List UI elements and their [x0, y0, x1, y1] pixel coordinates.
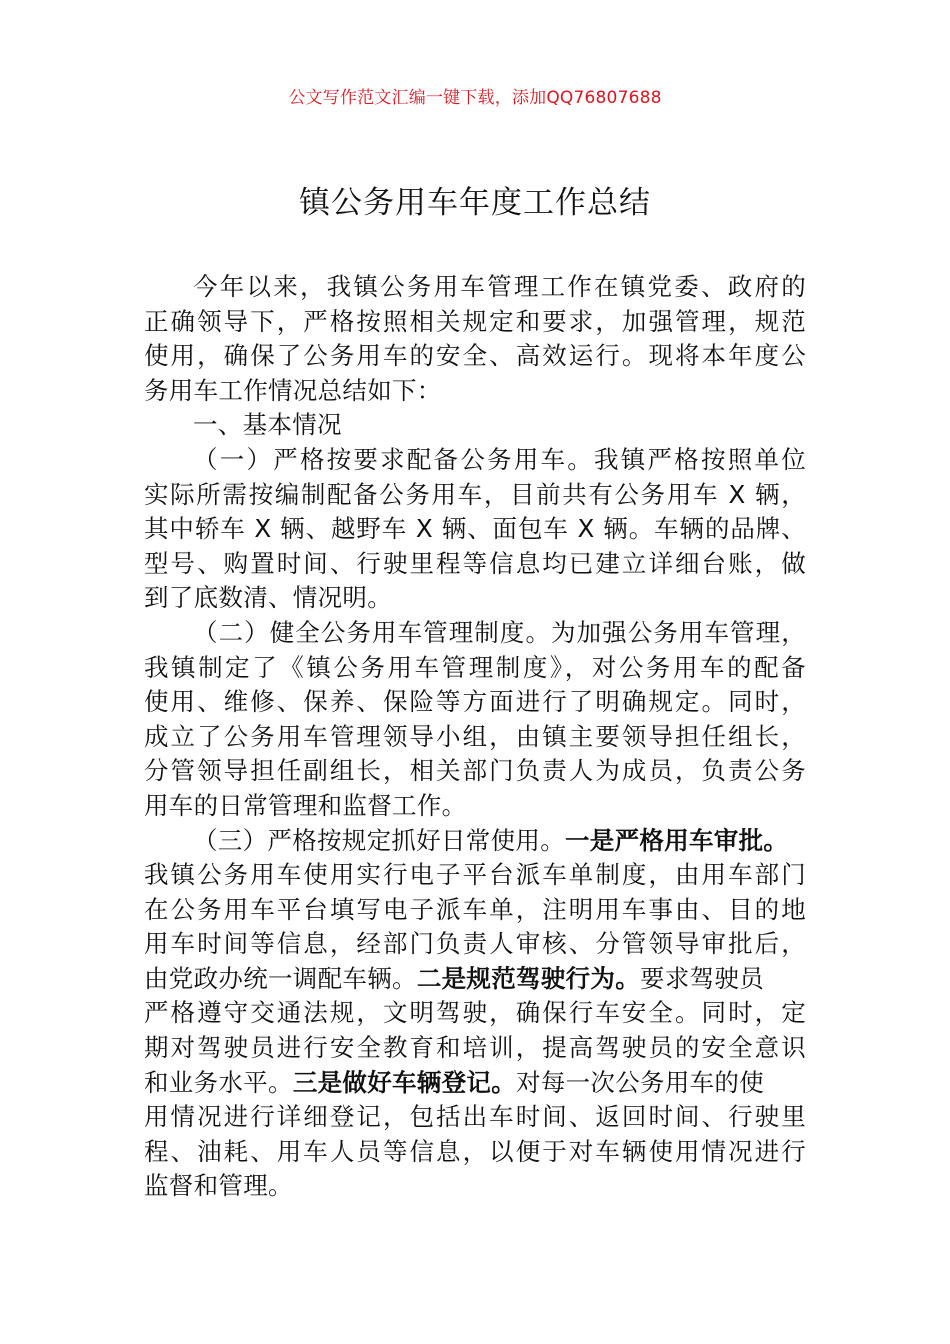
paragraph-line: （一）严格按要求配备公务用车。我镇严格按照单位: [193, 444, 806, 474]
inline-text: 要求驾驶员: [640, 963, 765, 993]
inline-text: 对每一次公务用车的使: [516, 1067, 765, 1097]
paragraph-line: 在公务用车平台填写电子派车单，注明用车事由、目的地: [144, 894, 806, 924]
paragraph-line: 分管领导担任副组长，相关部门负责人为成员，负责公务: [144, 756, 806, 786]
paragraph-line: （二）健全公务用车管理制度。为加强公务用车管理，: [193, 617, 806, 647]
bold-point-2: 二是规范驾驶行为。: [416, 963, 641, 993]
paragraph-line: 用情况进行详细登记，包括出车时间、返回时间、行驶里: [144, 1102, 806, 1132]
paragraph-line: 使用，确保了公务用车的安全、高效运行。现将本年度公: [144, 341, 806, 371]
document-body: [144, 270, 824, 1204]
paragraph-line: 用车的日常管理和监督工作。: [144, 790, 467, 820]
item-heading-text: （三）严格按规定抓好日常使用。: [193, 825, 565, 855]
paragraph-line: 正确领导下，严格按照相关规定和要求，加强管理，规范: [144, 306, 806, 336]
paragraph-line: 我镇公务用车使用实行电子平台派车单制度，由用车部门: [144, 860, 806, 890]
paragraph-line: 到了底数清、情况明。: [144, 583, 392, 613]
inline-text: 和业务水平。: [144, 1067, 293, 1097]
paragraph-line: 务用车工作情况总结如下：: [144, 375, 442, 405]
bold-point-1: 一是严格用车审批。: [565, 825, 789, 855]
paragraph-line: 严格遵守交通法规，文明驾驶，确保行车安全。同时，定: [144, 998, 806, 1028]
bold-point-3: 三是做好车辆登记。: [292, 1067, 517, 1097]
paragraph-line: 今年以来，我镇公务用车管理工作在镇党委、政府的: [193, 272, 806, 301]
paragraph-line: 成立了公务用车管理领导小组，由镇主要领导担任组长，: [144, 721, 806, 751]
paragraph-line: 型号、购置时间、行驶里程等信息均已建立详细台账，做: [144, 548, 806, 578]
paragraph-line: 用车时间等信息，经部门负责人审核、分管领导审批后，: [144, 929, 806, 959]
section-heading: 一、基本情况: [193, 410, 342, 440]
paragraph-line: 程、油耗、用车人员等信息，以便于对车辆使用情况进行: [144, 1136, 806, 1166]
header-promo-note: 公文写作范文汇编一键下载，添加QQ76807688: [288, 88, 662, 108]
paragraph-line: 使用、维修、保养、保险等方面进行了明确规定。同时，: [144, 687, 806, 717]
paragraph-line: [144, 962, 824, 997]
paragraph-line: 监督和管理。: [144, 1171, 293, 1201]
page-title: 镇公务用车年度工作总结: [299, 185, 651, 221]
paragraph-line: 其中轿车 X 辆、越野车 X 辆、面包车 X 辆。车辆的品牌、: [144, 514, 806, 544]
paragraph-line: 期对驾驶员进行安全教育和培训，提高驾驶员的安全意识: [144, 1033, 806, 1063]
paragraph-line: [144, 824, 824, 859]
inline-text: 由党政办统一调配车辆。: [144, 963, 417, 993]
paragraph-line: [144, 1066, 824, 1101]
paragraph-line: 我镇制定了《镇公务用车管理制度》，对公务用车的配备: [144, 652, 806, 682]
paragraph-line: 实际所需按编制配备公务用车，目前共有公务用车 X 辆，: [144, 479, 806, 509]
